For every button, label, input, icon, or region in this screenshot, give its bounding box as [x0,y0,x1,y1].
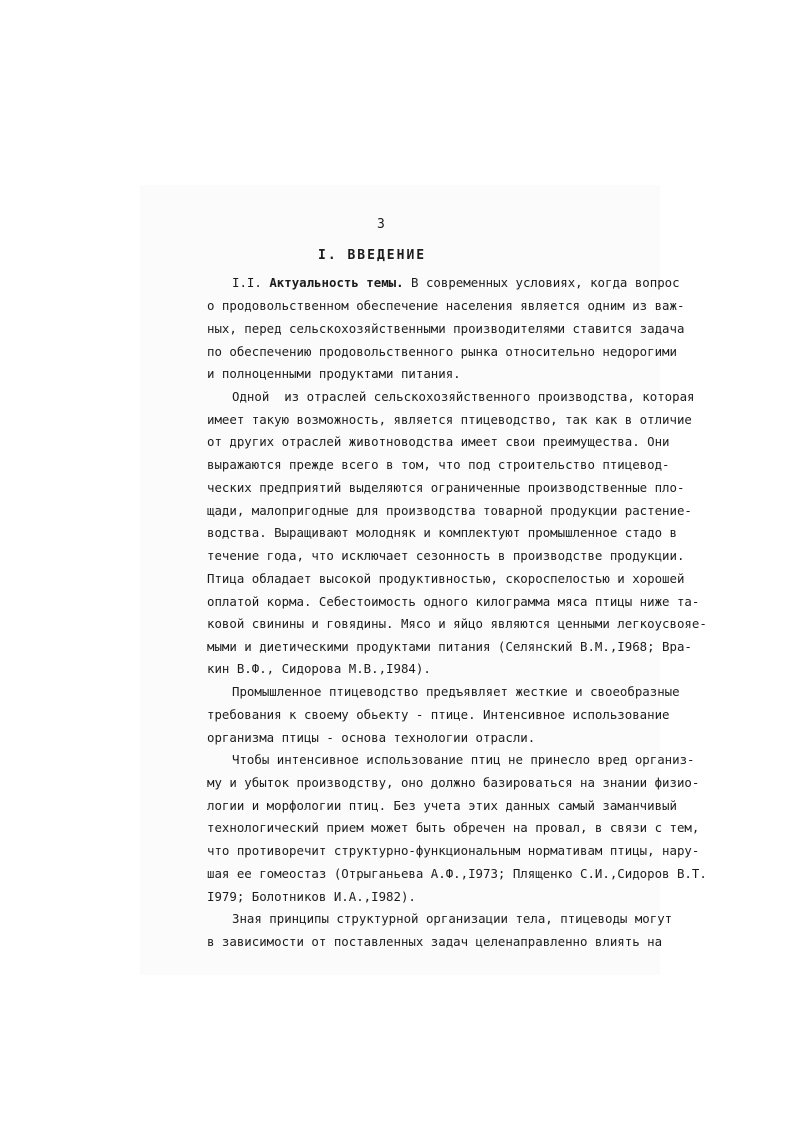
text-line: в зависимости от поставленных задач целенаправленно влиять на [207,934,663,949]
text-line: Одной из отраслей сельскохозяйственного производства, которая [232,389,695,404]
text-line: ных, перед сельскохозяйственными производителями ставится задача [207,321,685,336]
text-line: шая ее гомеостаз (Отрыганьева А.Ф.,I973; Плященко С.И.,Сидоров В.Т. [207,866,707,881]
text-line: по обеспечению продовольственного рынка относительно недорогими [207,344,677,359]
page-number: 3 [377,217,385,232]
text-line: требования к своему обьекту - птице. Интенсивное использование [207,707,670,722]
text-line: Чтобы интенсивное использование птиц не принесло вред организ- [232,752,695,767]
text-line: логии и морфологии птиц. Без учета этих данных самый заманчивый [207,798,677,813]
text-line: о продовольственном обеспечение населения является одним из важ- [207,298,685,313]
text-line: Зная принципы структурной организации тела, птицеводы могут [232,911,673,926]
section-number: I.I. [232,275,262,290]
text-line: выражаются прежде всего в том, что под строительство птицевод- [207,457,670,472]
text-line: В современных условиях, когда вопрос [403,275,680,290]
text-line: ковой свинины и говядины. Мясо и яйцо являются ценными легкоусвояе- [207,616,707,631]
text-line: I979; Болотников И.А.,I982). [207,889,416,904]
chapter-heading: I. ВВЕДЕНИЕ [318,248,427,263]
section-first-line [232,275,680,290]
text-line: Промышленное птицеводство предъявляет жесткие и своеобразные [232,684,680,699]
text-line: оплатой корма. Себестоимость одного килограмма мяса птицы ниже та- [207,594,700,609]
text-line: что противоречит структурно-функциональным нормативам птицы, нару- [207,843,700,858]
text-line: имеет такую возможность, является птицеводство, так как в отличие [207,412,692,427]
text-line: течение года, что исключает сезонность в производстве продукции. [207,548,685,563]
text-line: и полноценными продуктами питания. [207,366,461,381]
text-line: щади, малопригодные для производства товарной продукции растение- [207,503,692,518]
text-line: от других отраслей животноводства имеет свои преимущества. Они [207,434,670,449]
section-title: Актуальность темы. [269,275,404,290]
text-line: мыми и диетическими продуктами питания (Селянский В.М.,I968; Вра- [207,639,692,654]
text-line: водства. Выращивают молодняк и комплектуют промышленное стадо в [207,525,677,540]
text-line: му и убыток производству, оно должно базироваться на знании физио- [207,775,700,790]
text-line: технологический прием может быть обречен на провал, в связи с тем, [207,820,700,835]
text-line: Птица обладает высокой продуктивностью, скороспелостью и хорошей [207,571,685,586]
text-line: кин В.Ф., Сидорова М.В.,I984). [207,661,431,676]
text-line: ческих предприятий выделяются ограниченные производственные пло- [207,480,685,495]
text-line: организма птицы - основа технологии отрасли. [207,730,536,745]
